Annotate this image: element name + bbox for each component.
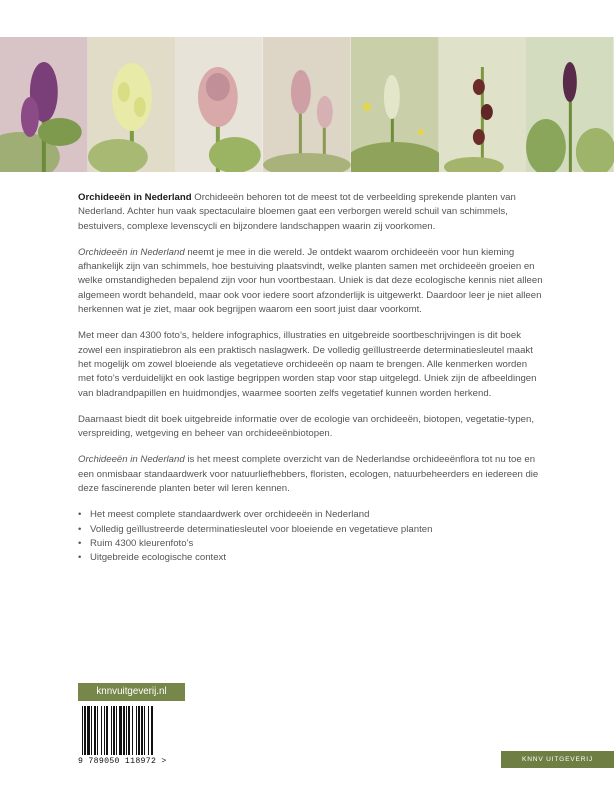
- barcode-bar: [84, 706, 86, 755]
- barcode-bar: [116, 706, 117, 755]
- barcode-bar: [151, 706, 153, 755]
- barcode-bar: [123, 706, 125, 755]
- book-title-italic: Orchideeën in Nederland: [78, 246, 185, 258]
- orchid-photo-pale-pink: [263, 37, 351, 172]
- book-title-bold: Orchideeën in Nederland: [78, 192, 192, 203]
- book-title-italic: Orchideeën in Nederland: [78, 454, 185, 466]
- barcode-bar: [138, 706, 140, 755]
- orchid-photo-dark-spike: [526, 37, 614, 172]
- paragraph-2-text: neemt je mee in die wereld. Je ontdekt waarom orchideeën voor hun kieming afhankelijk zijn van schimmels, hoe bestuiving plaatsvindt, welke planten samen met orchideeën groeien en welke omstandigheden bepalend zijn voor hun voortbestaan. Uniek is dat deze ecologische kennis niet alleen algemeen wordt behandeld, maar ook voor iedere soort afzonderlijk is uitgewerkt. Daardoor leer je niet alleen herkennen wat je ziet, maar ook begrijpen waarom een soort juist daar voorkomt.: [78, 246, 543, 316]
- barcode-bar: [119, 706, 122, 755]
- barcode-bar: [97, 706, 98, 755]
- publisher-url: knnvuitgeverij.nl: [78, 683, 185, 701]
- publisher-logo: KNNV UITGEVERIJ: [501, 751, 614, 768]
- barcode-bar: [128, 706, 130, 755]
- barcode-bar: [113, 706, 115, 755]
- orchid-photo-pink-spike: [175, 37, 263, 172]
- isbn-barcode: [78, 703, 185, 770]
- feature-list-item: • Uitgebreide ecologische context: [78, 551, 544, 565]
- barcode-bars: [78, 703, 185, 755]
- barcode-bar: [141, 706, 143, 755]
- barcode-bar: [94, 706, 96, 755]
- orchid-photo-purple-spike: [0, 37, 88, 172]
- barcode-bar: [101, 706, 102, 755]
- feature-list: [78, 508, 544, 565]
- intro-text: Orchideeën behoren tot de meest tot de verbeelding sprekende planten van Nederland. Achter hun vaak spectaculaire bloemen gaat een verborgen wereld schuil van schimmels, bestuivers, complexe levenscycli en bijzondere landschappen waarin zij voorkomen.: [78, 192, 516, 232]
- paragraph-3: Met meer dan 4300 foto’s, heldere infographics, illustraties en uitgebreide soortbeschrijvingen is dit boek zowel een inspiratiebron als een praktisch naslagwerk. De volledig geïllustreerde determinatiesleutel maakt het mogelijk om zowel bloeiende als vegetatieve orchideeën op naam te brengen. Alle kenmerken worden met foto’s verduidelijkt en ook lastige begrippen worden stap voor stap uitgelegd. Uniek zijn de afbeeldingen van bladrandpapillen en huidmondjes, waarmee soorten zelfs vegetatief kunnen worden herkend.: [78, 330, 537, 399]
- orchid-photo-bee-orchid: [439, 37, 527, 172]
- barcode-bar: [111, 706, 112, 755]
- barcode-bar: [136, 706, 137, 755]
- paragraph-5: [78, 453, 544, 496]
- orchid-photo-white-yellow: [88, 37, 176, 172]
- back-cover-text: [78, 191, 544, 566]
- barcode-bar: [87, 706, 90, 755]
- barcode-bar: [106, 706, 108, 755]
- feature-list-item: • Het meest complete standaardwerk over orchideeën in Nederland: [78, 508, 544, 522]
- paragraph-4: Daarnaast biedt dit boek uitgebreide informatie over de ecologie van orchideeën, biotopen, vegetatie-typen, verspreiding, wetgeving en beheer van orchideeënbiotopen.: [78, 413, 535, 440]
- orchid-photo-green-meadow: [351, 37, 439, 172]
- intro-paragraph: [78, 191, 544, 234]
- barcode-bar: [132, 706, 133, 755]
- barcode-bar: [91, 706, 92, 755]
- paragraph-5-text: is het meest complete overzicht van de Nederlandse orchideeënflora tot nu toe en een onmisbaar standaardwerk voor natuurliefhebbers, floristen, ecologen, natuurbeheerders en iedereen die deze fascinerende planten beter wil leren kennen.: [78, 454, 539, 495]
- feature-list-item: • Ruim 4300 kleurenfoto’s: [78, 537, 544, 551]
- isbn-digits: 9 789050 118972 >: [78, 755, 185, 768]
- feature-list-item: • Volledig geïllustreerde determinatiesleutel voor bloeiende en vegetatieve planten: [78, 523, 544, 537]
- barcode-bar: [144, 706, 145, 755]
- barcode-bar: [104, 706, 105, 755]
- barcode-bar: [126, 706, 127, 755]
- barcode-bar: [148, 706, 149, 755]
- paragraph-2: [78, 246, 544, 317]
- barcode-bar: [82, 706, 83, 755]
- orchid-photo-strip: [0, 37, 614, 172]
